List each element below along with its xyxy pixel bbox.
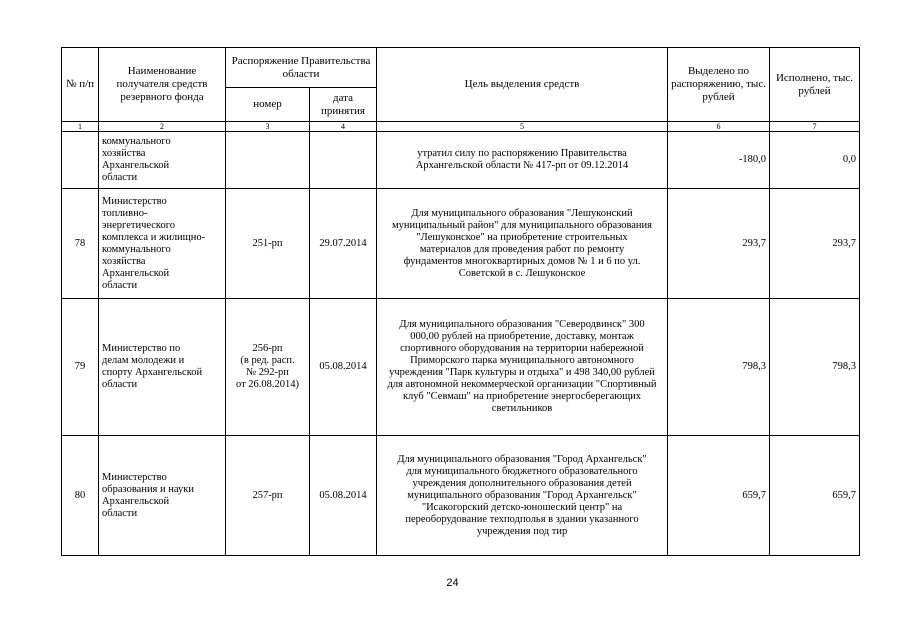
order-date-cell	[310, 132, 377, 189]
table-row	[62, 132, 860, 189]
row-number: 80	[62, 436, 99, 556]
column-number: 1	[62, 122, 99, 132]
header-col-order-date: дата принятия	[310, 88, 377, 122]
recipient-cell: коммунального хозяйства Архангельской области	[99, 132, 226, 189]
allocated-cell: 798,3	[668, 299, 770, 436]
row-number	[62, 132, 99, 189]
executed-cell: 293,7	[770, 189, 860, 299]
header-col-allocated: Выделено по распоряжению, тыс. рублей	[668, 48, 770, 122]
column-number: 2	[99, 122, 226, 132]
reserve-fund-table	[61, 47, 860, 556]
executed-cell: 798,3	[770, 299, 860, 436]
order-date-cell: 05.08.2014	[310, 436, 377, 556]
header-col-executed: Исполнено, тыс. рублей	[770, 48, 860, 122]
purpose-cell: утратил силу по распоряжению Правительства Архангельской области № 417-рп от 09.12.2014	[377, 132, 668, 189]
column-number: 6	[668, 122, 770, 132]
recipient-cell: Министерство топливно- энергетического комплекса и жилищно- коммунального хозяйства Архангельской области	[99, 189, 226, 299]
order-date-cell: 05.08.2014	[310, 299, 377, 436]
recipient-cell: Министерство образования и науки Архангельской области	[99, 436, 226, 556]
column-number-row	[62, 122, 860, 132]
row-number: 79	[62, 299, 99, 436]
allocated-cell: 659,7	[668, 436, 770, 556]
row-number: 78	[62, 189, 99, 299]
table-row	[62, 436, 860, 556]
allocated-cell: 293,7	[668, 189, 770, 299]
column-number: 4	[310, 122, 377, 132]
header-col-purpose: Цель выделения средств	[377, 48, 668, 122]
order-number-cell	[226, 132, 310, 189]
table-row	[62, 299, 860, 436]
order-number-cell: 251-рп	[226, 189, 310, 299]
purpose-cell: Для муниципального образования "Северодвинск" 300 000,00 рублей на приобретение, доставку, монтаж спортивного оборудования на территории набережной Приморского парка муниципального автономного учреждения "Парк культуры и отдыха" и 498 340,00 рублей для автономной некоммерческой организации "Спортивный клуб "Севмаш" на приобретение энергосберегающих светильников	[377, 299, 668, 436]
page-number: 24	[446, 577, 459, 589]
column-number: 5	[377, 122, 668, 132]
header-col-num: № п/п	[62, 48, 99, 122]
executed-cell: 659,7	[770, 436, 860, 556]
table-row	[62, 189, 860, 299]
executed-cell: 0,0	[770, 132, 860, 189]
order-number-cell: 256-рп (в ред. расп. № 292-рп от 26.08.2014)	[226, 299, 310, 436]
purpose-cell: Для муниципального образования "Лешуконский муниципальный район" для муниципального образования "Лешуконское" на приобретение строительных материалов для проведения работ по ремонту фундаментов многоквартирных домов № 1 и 6 по ул. Советской в с. Лешуконское	[377, 189, 668, 299]
allocated-cell: -180,0	[668, 132, 770, 189]
column-number: 7	[770, 122, 860, 132]
column-number: 3	[226, 122, 310, 132]
header-col-order-number: номер	[226, 88, 310, 122]
purpose-cell: Для муниципального образования "Город Архангельск" для муниципального бюджетного образовательного учреждения дополнительного образования детей муниципального образования "Город Архангельск" "Исакогорский детско-юношеский центр" на переоборудование техподполья в здании указанного учреждения под тир	[377, 436, 668, 556]
header-col-order: Распоряжение Правительства области	[226, 48, 377, 88]
order-number-cell: 257-рп	[226, 436, 310, 556]
recipient-cell: Министерство по делам молодежи и спорту Архангельской области	[99, 299, 226, 436]
header-col-recipient: Наименование получателя средств резервного фонда	[99, 48, 226, 122]
order-date-cell: 29.07.2014	[310, 189, 377, 299]
header-row-1	[62, 48, 860, 88]
